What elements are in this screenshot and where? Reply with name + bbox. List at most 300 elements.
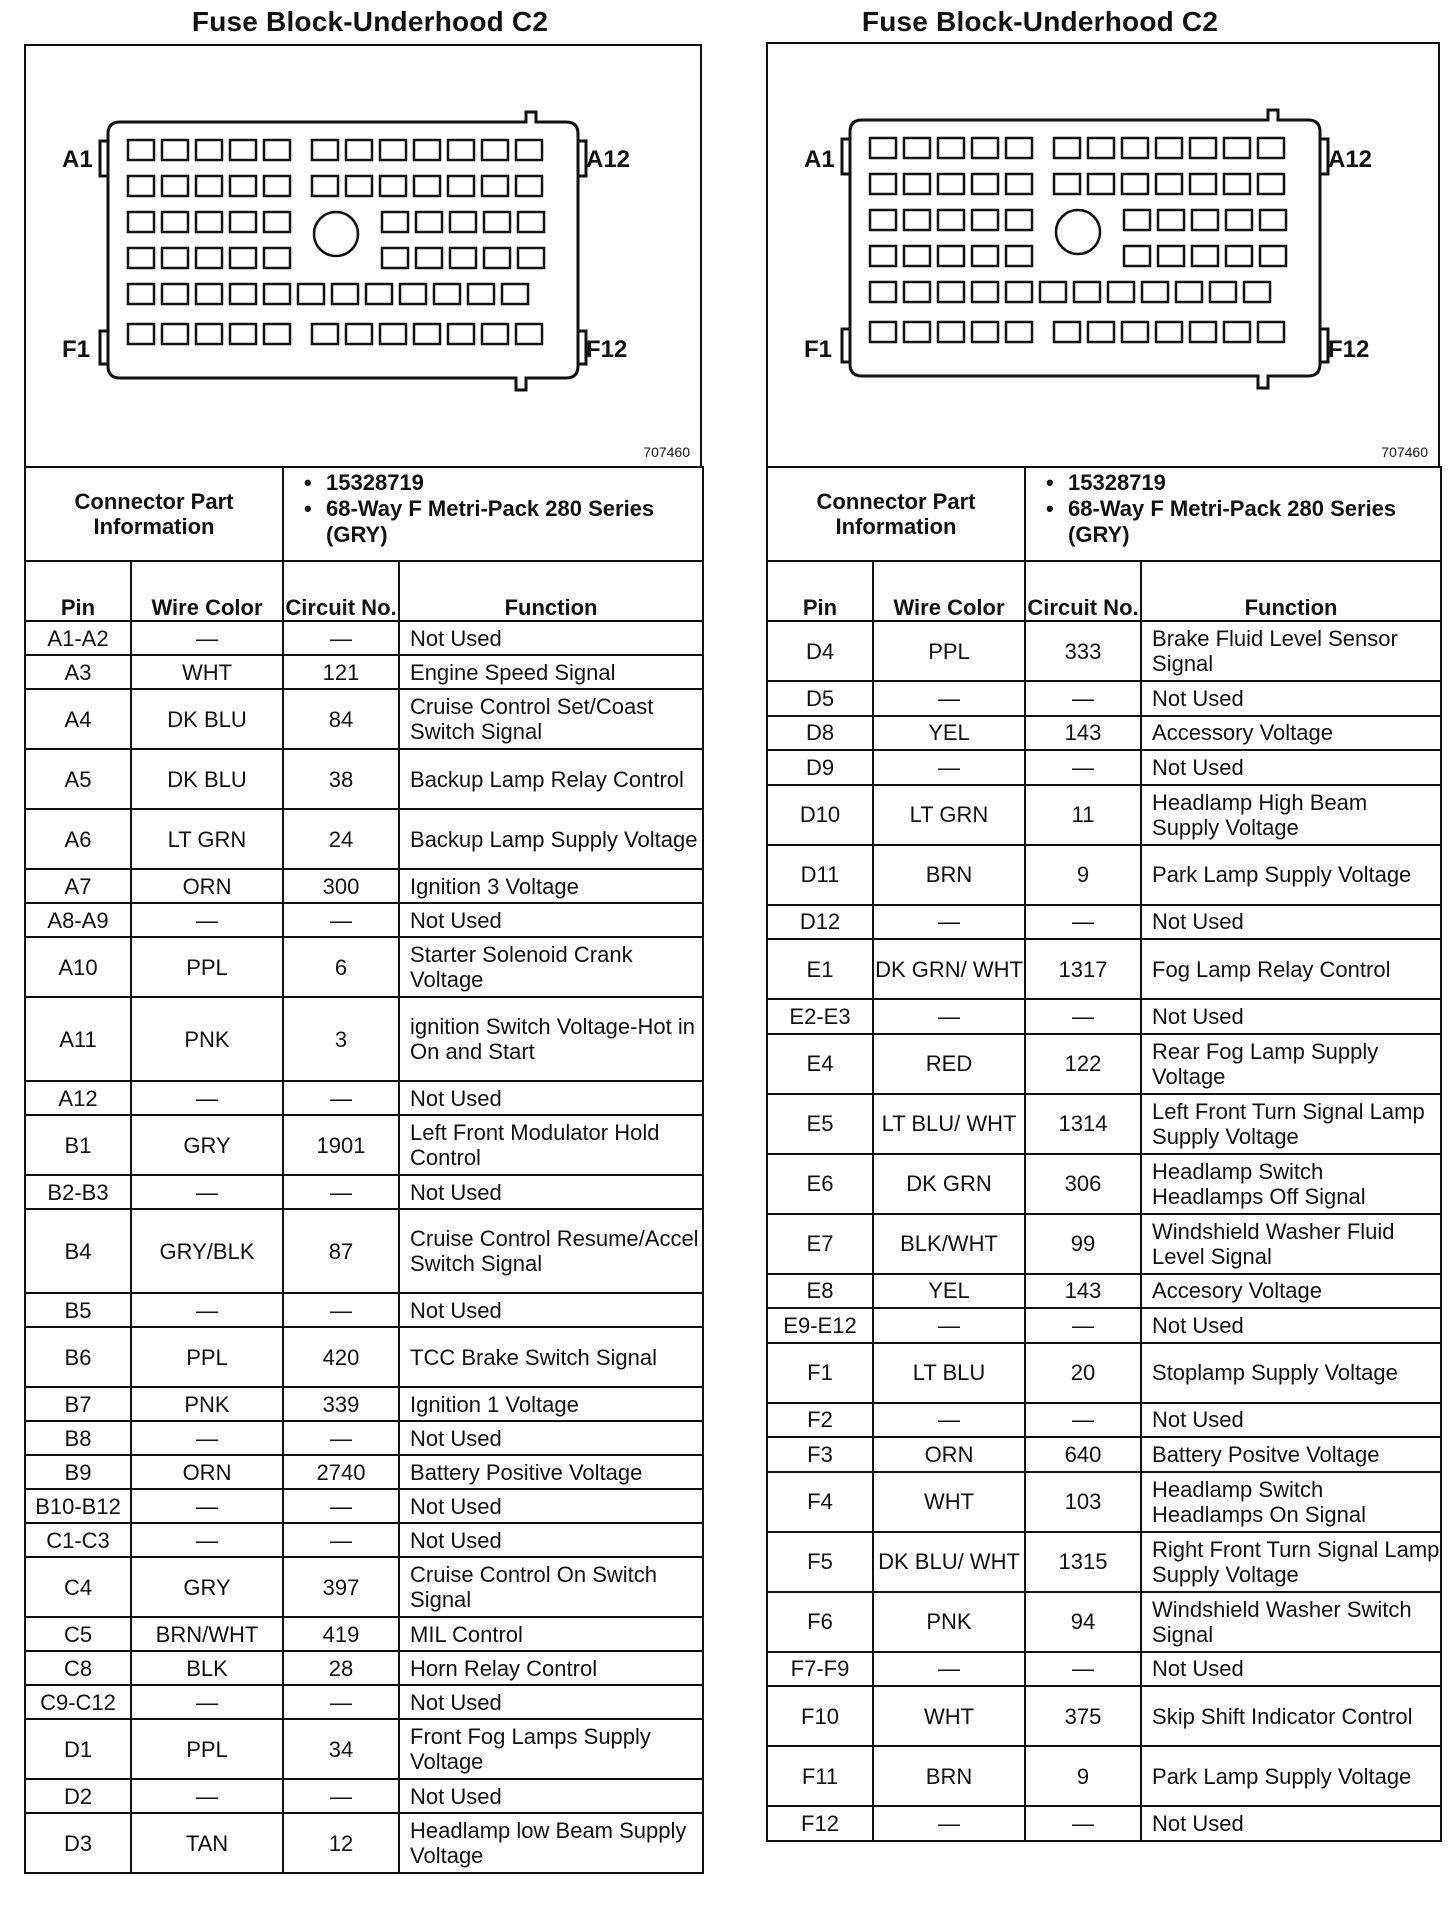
circuit-cell: —: [1025, 1806, 1141, 1841]
table-row: [25, 1327, 703, 1387]
pin-cell: F7-F9: [767, 1652, 873, 1687]
connector-cavity: [1226, 246, 1252, 266]
function-cell: Not Used: [399, 1175, 703, 1209]
connector-cavity: [502, 284, 528, 304]
pin-cell: F10: [767, 1686, 873, 1746]
table-row: [25, 689, 703, 749]
circuit-cell: 6: [283, 937, 399, 997]
function-cell: Park Lamp Supply Voltage: [1141, 845, 1441, 905]
right-title: Fuse Block-Underhood C2: [861, 6, 1219, 37]
pin-cell: E6: [767, 1154, 873, 1214]
table-row: [767, 785, 1441, 845]
connector-cavity: [938, 282, 964, 302]
connector-cavity: [468, 284, 494, 304]
connector-cavity: [414, 140, 440, 160]
right-label-a1: A1: [804, 146, 835, 173]
wire-color-cell: —: [131, 1175, 283, 1209]
connector-cavity: [1258, 174, 1284, 194]
left-header-pin: Pin: [25, 561, 131, 621]
function-cell: Rear Fog Lamp Supply Voltage: [1141, 1034, 1441, 1094]
function-cell: Windshield Washer Fluid Level Signal: [1141, 1214, 1441, 1274]
table-row: [767, 681, 1441, 716]
function-cell: Not Used: [1141, 1806, 1441, 1841]
pin-cell: E7: [767, 1214, 873, 1274]
wire-color-cell: WHT: [131, 655, 283, 689]
connector-cavity: [1258, 322, 1284, 342]
connector-cavity: [904, 174, 930, 194]
connector-cavity: [972, 322, 998, 342]
connector-cavity: [870, 282, 896, 302]
function-cell: Left Front Modulator Hold Control: [399, 1115, 703, 1175]
right-connector-diagram: [766, 42, 1440, 468]
connector-cavity: [312, 176, 338, 196]
pin-cell: C5: [25, 1617, 131, 1651]
circuit-cell: 20: [1025, 1343, 1141, 1403]
circuit-cell: 339: [283, 1387, 399, 1421]
connector-cavity: [516, 324, 542, 344]
left-label-f1: F1: [62, 336, 91, 363]
circuit-cell: 375: [1025, 1686, 1141, 1746]
circuit-cell: 640: [1025, 1437, 1141, 1472]
function-cell: Right Front Turn Signal Lamp Supply Voltage: [1141, 1532, 1441, 1592]
pin-cell: F1: [767, 1343, 873, 1403]
connector-cavity: [1054, 322, 1080, 342]
wire-color-cell: LT GRN: [873, 785, 1025, 845]
wire-color-cell: —: [873, 1308, 1025, 1343]
function-cell: Headlamp low Beam Supply Voltage: [399, 1813, 703, 1873]
table-row: [767, 1472, 1441, 1532]
wire-color-cell: PPL: [131, 1327, 283, 1387]
connector-cavity: [518, 212, 544, 232]
function-cell: Starter Solenoid Crank Voltage: [399, 937, 703, 997]
pin-cell: A6: [25, 809, 131, 869]
circuit-cell: 9: [1025, 1746, 1141, 1806]
pin-cell: F12: [767, 1806, 873, 1841]
function-cell: Ignition 3 Voltage: [399, 869, 703, 903]
connector-cavity: [230, 324, 256, 344]
left-connector-diagram: [24, 44, 702, 468]
right-rows: [767, 621, 1441, 1841]
function-cell: Not Used: [1141, 750, 1441, 785]
wire-color-cell: PPL: [873, 621, 1025, 681]
left-diagram-ref: 707460: [643, 444, 690, 460]
connector-cavity: [1224, 322, 1250, 342]
connector-cavity: [382, 248, 408, 268]
table-row: [25, 621, 703, 655]
function-cell: Not Used: [399, 1081, 703, 1115]
table-row: [25, 1557, 703, 1617]
circuit-cell: —: [1025, 1403, 1141, 1438]
connector-cavity: [312, 324, 338, 344]
right-header-function: Function: [1141, 561, 1441, 621]
circuit-cell: —: [283, 1523, 399, 1557]
table-row: [25, 1489, 703, 1523]
wire-color-cell: WHT: [873, 1686, 1025, 1746]
wire-color-cell: —: [873, 1806, 1025, 1841]
connector-cavity: [128, 176, 154, 196]
circuit-cell: 143: [1025, 1274, 1141, 1309]
left-label-a12: A12: [586, 146, 631, 173]
connector-cavity: [1108, 282, 1134, 302]
pin-cell: C9-C12: [25, 1685, 131, 1719]
function-cell: Not Used: [1141, 1308, 1441, 1343]
function-cell: Not Used: [1141, 999, 1441, 1034]
function-cell: Accessory Voltage: [1141, 716, 1441, 751]
table-row: [767, 1214, 1441, 1274]
pin-cell: D12: [767, 905, 873, 940]
connector-cavity: [1244, 282, 1270, 302]
circuit-cell: —: [283, 1779, 399, 1813]
table-row: [767, 1806, 1441, 1841]
wire-color-cell: BRN: [873, 1746, 1025, 1806]
connector-cavity: [1192, 246, 1218, 266]
connector-cavity: [904, 210, 930, 230]
function-cell: Cruise Control On Switch Signal: [399, 1557, 703, 1617]
table-row: [25, 1685, 703, 1719]
function-cell: Brake Fluid Level Sensor Signal: [1141, 621, 1441, 681]
connector-cavity: [1260, 246, 1286, 266]
table-row: [767, 1274, 1441, 1309]
wire-color-cell: PPL: [131, 937, 283, 997]
pin-cell: D10: [767, 785, 873, 845]
left-rows: [25, 621, 703, 1873]
table-row: [25, 869, 703, 903]
circuit-cell: 1314: [1025, 1094, 1141, 1154]
connector-cavity: [972, 246, 998, 266]
circuit-cell: 87: [283, 1209, 399, 1293]
connector-cavity: [938, 174, 964, 194]
connector-cavity: [380, 176, 406, 196]
pin-cell: A10: [25, 937, 131, 997]
right-header-wire-color: Wire Color: [873, 561, 1025, 621]
circuit-cell: 143: [1025, 716, 1141, 751]
pin-cell: C8: [25, 1651, 131, 1685]
connector-cavity: [128, 284, 154, 304]
connector-cavity: [1122, 138, 1148, 158]
circuit-cell: 3: [283, 997, 399, 1081]
wire-color-cell: DK BLU: [131, 689, 283, 749]
left-label-f12: F12: [586, 336, 628, 363]
connector-cavity: [448, 324, 474, 344]
connector-cavity: [448, 140, 474, 160]
wire-color-cell: —: [873, 681, 1025, 716]
connector-cavity: [450, 212, 476, 232]
circuit-cell: 12: [283, 1813, 399, 1873]
circuit-cell: 24: [283, 809, 399, 869]
connector-cavity: [162, 212, 188, 232]
pin-cell: E8: [767, 1274, 873, 1309]
table-row: [25, 655, 703, 689]
connector-cavity: [128, 324, 154, 344]
right-connector-type: • 68-Way F Metri-Pack 280 Series (GRY): [1068, 496, 1440, 548]
wire-color-cell: BRN/WHT: [131, 1617, 283, 1651]
circuit-cell: —: [283, 1293, 399, 1327]
connector-cavity: [1158, 246, 1184, 266]
function-cell: Cruise Control Resume/Accel Switch Signal: [399, 1209, 703, 1293]
connector-cavity: [196, 324, 222, 344]
connector-cavity: [380, 140, 406, 160]
wire-color-cell: YEL: [873, 1274, 1025, 1309]
connector-cavity: [434, 284, 460, 304]
table-row: [25, 1719, 703, 1779]
circuit-cell: —: [1025, 1652, 1141, 1687]
connector-cavity: [904, 138, 930, 158]
connector-cavity: [972, 210, 998, 230]
connector-cavity: [972, 174, 998, 194]
wire-color-cell: —: [131, 1489, 283, 1523]
connector-cavity: [482, 324, 508, 344]
circuit-cell: —: [283, 1421, 399, 1455]
wire-color-cell: —: [131, 903, 283, 937]
connector-cavity: [414, 176, 440, 196]
wire-color-cell: DK BLU: [131, 749, 283, 809]
wire-color-cell: —: [873, 1403, 1025, 1438]
circuit-cell: 300: [283, 869, 399, 903]
connector-cavity: [414, 324, 440, 344]
table-row: [767, 1343, 1441, 1403]
function-cell: Windshield Washer Switch Signal: [1141, 1592, 1441, 1652]
function-cell: Not Used: [399, 1685, 703, 1719]
connector-cavity: [264, 212, 290, 232]
right-label-f1: F1: [804, 336, 833, 363]
pin-cell: D3: [25, 1813, 131, 1873]
connector-cavity: [1006, 210, 1032, 230]
wire-color-cell: DK GRN: [873, 1154, 1025, 1214]
connector-cavity: [230, 140, 256, 160]
connector-cavity: [972, 282, 998, 302]
connector-cavity: [516, 176, 542, 196]
connector-cavity: [484, 248, 510, 268]
table-row: [25, 1209, 703, 1293]
connector-cavity: [162, 324, 188, 344]
wire-color-cell: —: [873, 750, 1025, 785]
connector-cavity: [870, 210, 896, 230]
connector-cavity: [400, 284, 426, 304]
right-header-pin: Pin: [767, 561, 873, 621]
connector-cavity: [416, 248, 442, 268]
circuit-cell: —: [283, 903, 399, 937]
function-cell: Not Used: [399, 1523, 703, 1557]
pin-cell: B1: [25, 1115, 131, 1175]
circuit-cell: —: [283, 1489, 399, 1523]
left-connector-type: • 68-Way F Metri-Pack 280 Series (GRY): [326, 496, 702, 548]
connector-cavity: [1142, 282, 1168, 302]
pin-cell: A11: [25, 997, 131, 1081]
pin-cell: F11: [767, 1746, 873, 1806]
wire-color-cell: LT BLU: [873, 1343, 1025, 1403]
connector-cavity: [870, 246, 896, 266]
table-row: [25, 1115, 703, 1175]
table-row: [767, 1437, 1441, 1472]
connector-cavity: [938, 210, 964, 230]
pin-cell: D5: [767, 681, 873, 716]
left-header-function: Function: [399, 561, 703, 621]
right-header-circuit: Circuit No.: [1025, 561, 1141, 621]
pin-cell: E5: [767, 1094, 873, 1154]
function-cell: Not Used: [1141, 681, 1441, 716]
pin-cell: A8-A9: [25, 903, 131, 937]
connector-cavity: [230, 176, 256, 196]
connector-cavity: [1074, 282, 1100, 302]
wire-color-cell: —: [873, 999, 1025, 1034]
table-row: [767, 1652, 1441, 1687]
right-pin-table: [766, 466, 1442, 1842]
connector-cavity: [870, 322, 896, 342]
connector-cavity: [1210, 282, 1236, 302]
wire-color-cell: PPL: [131, 1719, 283, 1779]
wire-color-cell: ORN: [873, 1437, 1025, 1472]
function-cell: Battery Positve Voltage: [1141, 1437, 1441, 1472]
pin-cell: B7: [25, 1387, 131, 1421]
connector-cavity: [380, 324, 406, 344]
circuit-cell: —: [283, 1175, 399, 1209]
connector-cavity: [1224, 138, 1250, 158]
connector-cavity: [346, 324, 372, 344]
connector-cavity: [1054, 174, 1080, 194]
circuit-cell: 84: [283, 689, 399, 749]
pin-cell: B2-B3: [25, 1175, 131, 1209]
circuit-cell: 420: [283, 1327, 399, 1387]
wire-color-cell: LT GRN: [131, 809, 283, 869]
table-row: [767, 1308, 1441, 1343]
connector-cavity: [162, 140, 188, 160]
connector-cavity: [1190, 322, 1216, 342]
pin-cell: D4: [767, 621, 873, 681]
connector-cavity: [416, 212, 442, 232]
function-cell: Headlamp High Beam Supply Voltage: [1141, 785, 1441, 845]
connector-cavity: [938, 246, 964, 266]
table-row: [767, 845, 1441, 905]
table-row: [25, 1081, 703, 1115]
table-row: [767, 716, 1441, 751]
function-cell: Cruise Control Set/Coast Switch Signal: [399, 689, 703, 749]
connector-cavity: [904, 246, 930, 266]
pin-cell: A5: [25, 749, 131, 809]
pin-cell: B10-B12: [25, 1489, 131, 1523]
function-cell: MIL Control: [399, 1617, 703, 1651]
table-row: [767, 1034, 1441, 1094]
pin-cell: F3: [767, 1437, 873, 1472]
circuit-cell: —: [283, 1685, 399, 1719]
table-row: [25, 1455, 703, 1489]
connector-cavity: [516, 140, 542, 160]
connector-cavity: [346, 140, 372, 160]
pin-cell: D9: [767, 750, 873, 785]
left-header-circuit: Circuit No.: [283, 561, 399, 621]
connector-cavity: [482, 140, 508, 160]
table-row: [25, 997, 703, 1081]
function-cell: ignition Switch Voltage-Hot in On and Start: [399, 997, 703, 1081]
function-cell: Battery Positive Voltage: [399, 1455, 703, 1489]
connector-cavity: [904, 282, 930, 302]
table-row: [25, 937, 703, 997]
circuit-cell: 94: [1025, 1592, 1141, 1652]
right-connector-face-drawing: [768, 44, 1438, 466]
wire-color-cell: BLK: [131, 1651, 283, 1685]
connector-cavity: [332, 284, 358, 304]
circuit-cell: 122: [1025, 1034, 1141, 1094]
connector-cavity: [312, 140, 338, 160]
circuit-cell: —: [283, 1081, 399, 1115]
pin-cell: B5: [25, 1293, 131, 1327]
connector-cavity: [1006, 322, 1032, 342]
connector-cavity: [1088, 174, 1114, 194]
function-cell: Headlamp Switch Headlamps On Signal: [1141, 1472, 1441, 1532]
right-connector-part-number: • 15328719: [1068, 470, 1440, 496]
connector-center-post: [1056, 210, 1100, 254]
connector-cavity: [1192, 210, 1218, 230]
connector-cavity: [196, 176, 222, 196]
function-cell: Fog Lamp Relay Control: [1141, 939, 1441, 999]
left-connector-part-number: • 15328719: [326, 470, 702, 496]
pin-cell: F4: [767, 1472, 873, 1532]
connector-cavity: [1006, 138, 1032, 158]
connector-cavity: [230, 248, 256, 268]
pin-cell: A3: [25, 655, 131, 689]
function-cell: TCC Brake Switch Signal: [399, 1327, 703, 1387]
function-cell: Skip Shift Indicator Control: [1141, 1686, 1441, 1746]
wire-color-cell: —: [131, 1421, 283, 1455]
wire-color-cell: —: [131, 1685, 283, 1719]
right-label-a12: A12: [1328, 146, 1373, 173]
table-row: [25, 903, 703, 937]
circuit-cell: 28: [283, 1651, 399, 1685]
table-row: [767, 905, 1441, 940]
connector-cavity: [128, 248, 154, 268]
wire-color-cell: LT BLU/ WHT: [873, 1094, 1025, 1154]
connector-cavity: [162, 284, 188, 304]
connector-cavity: [196, 284, 222, 304]
connector-cavity: [938, 322, 964, 342]
circuit-cell: 103: [1025, 1472, 1141, 1532]
left-connector-face-drawing: [26, 46, 700, 466]
pin-cell: E1: [767, 939, 873, 999]
circuit-cell: 9: [1025, 845, 1141, 905]
circuit-cell: —: [283, 621, 399, 655]
wire-color-cell: PNK: [131, 997, 283, 1081]
table-row: [767, 1532, 1441, 1592]
circuit-cell: 397: [283, 1557, 399, 1617]
table-row: [767, 1403, 1441, 1438]
table-row: [767, 1686, 1441, 1746]
connector-cavity: [1088, 138, 1114, 158]
circuit-cell: 1901: [283, 1115, 399, 1175]
wire-color-cell: DK BLU/ WHT: [873, 1532, 1025, 1592]
connector-cavity: [518, 248, 544, 268]
pin-cell: E9-E12: [767, 1308, 873, 1343]
wire-color-cell: TAN: [131, 1813, 283, 1873]
connector-cavity: [264, 324, 290, 344]
connector-cavity: [346, 176, 372, 196]
connector-cavity: [1226, 210, 1252, 230]
table-row: [767, 1154, 1441, 1214]
pin-cell: F5: [767, 1532, 873, 1592]
circuit-cell: 2740: [283, 1455, 399, 1489]
table-row: [767, 1094, 1441, 1154]
function-cell: Park Lamp Supply Voltage: [1141, 1746, 1441, 1806]
table-row: [25, 1387, 703, 1421]
function-cell: Left Front Turn Signal Lamp Supply Voltage: [1141, 1094, 1441, 1154]
table-row: [25, 809, 703, 869]
function-cell: Not Used: [399, 1489, 703, 1523]
pin-cell: D1: [25, 1719, 131, 1779]
left-connector-label: Connector Part Information: [25, 467, 283, 561]
circuit-cell: —: [1025, 999, 1141, 1034]
connector-cavity: [448, 176, 474, 196]
wire-color-cell: —: [873, 1652, 1025, 1687]
right-diagram-ref: 707460: [1381, 444, 1428, 460]
wire-color-cell: DK GRN/ WHT: [873, 939, 1025, 999]
